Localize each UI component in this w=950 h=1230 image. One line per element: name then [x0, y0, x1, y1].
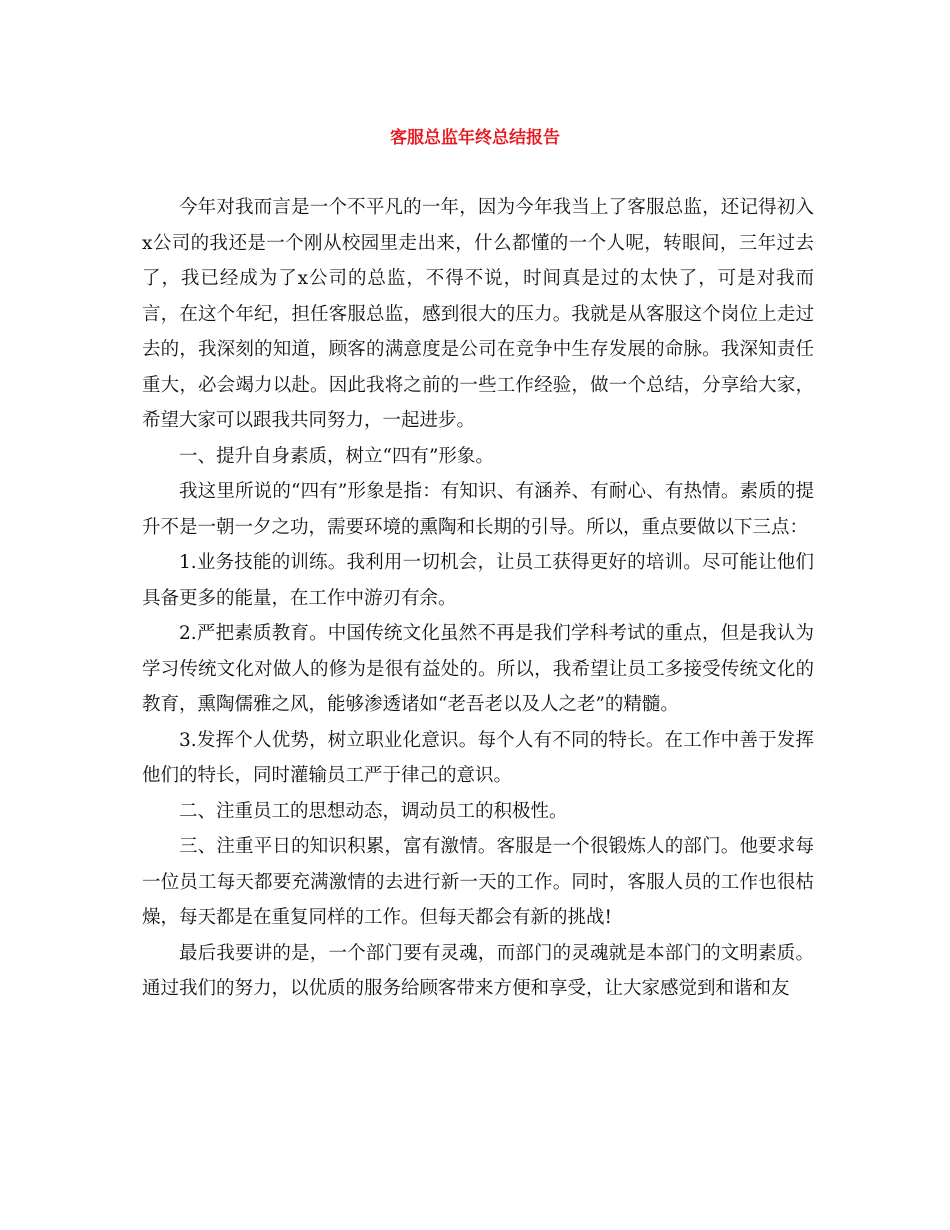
- list-item-1: 1.业务技能的训练。我利用一切机会，让员工获得更好的培训。尽可能让他们具备更多的能量，在工作中游刃有余。: [142, 552, 814, 609]
- document-body: [142, 190, 814, 1007]
- paragraph-intro: 今年对我而言是一个不平凡的一年，因为今年我当上了客服总监，还记得初入x公司的我还是一个刚从校园里走出来，什么都懂的一个人呢，转眼间，三年过去了，我已经成为了x公司的总监，不得不说，时间真是过的太快了，可是对我而言，在这个年纪，担任客服总监，感到很大的压力。我就是从客服这个岗位上走过去的，我深刻的知道，顾客的满意度是公司在竞争中生存发展的命脉。我深知责任重大，必会竭力以赴。因此我将之前的一些工作经验，做一个总结，分享给大家，希望大家可以跟我共同努力，一起进步。: [142, 197, 814, 431]
- paragraph-four-haves: 我这里所说的“四有”形象是指：有知识、有涵养、有耐心、有热情。素质的提升不是一朝一夕之功，需要环境的熏陶和长期的引导。所以，重点要做以下三点：: [142, 481, 814, 538]
- paragraph-closing: 最后我要讲的是，一个部门要有灵魂，而部门的灵魂就是本部门的文明素质。通过我们的努力，以优质的服务给顾客带来方便和享受，让大家感觉到和谐和友: [142, 942, 814, 999]
- heading-section-1: 一、提升自身素质，树立“四有”形象。: [179, 445, 494, 467]
- document-title: 客服总监年终总结报告: [390, 128, 560, 148]
- heading-section-3: 三、注重平日的知识积累，富有激情。客服是一个很锻炼人的部门。他要求每一位员工每天都要充满激情的去进行新一天的工作。同时，客服人员的工作也很枯燥，每天都是在重复同样的工作。但每天都会有新的挑战!: [142, 836, 814, 928]
- list-item-2: 2.严把素质教育。中国传统文化虽然不再是我们学科考试的重点，但是我认为学习传统文化对做人的修为是很有益处的。所以，我希望让员工多接受传统文化的教育，熏陶儒雅之风，能够渗透诸如“老吾老以及人之老”的精髓。: [142, 623, 814, 715]
- heading-section-2: 二、注重员工的思想动态，调动员工的积极性。: [179, 800, 568, 822]
- list-item-3: 3.发挥个人优势，树立职业化意识。每个人有不同的特长。在工作中善于发挥他们的特长，同时灌输员工严于律己的意识。: [142, 729, 814, 786]
